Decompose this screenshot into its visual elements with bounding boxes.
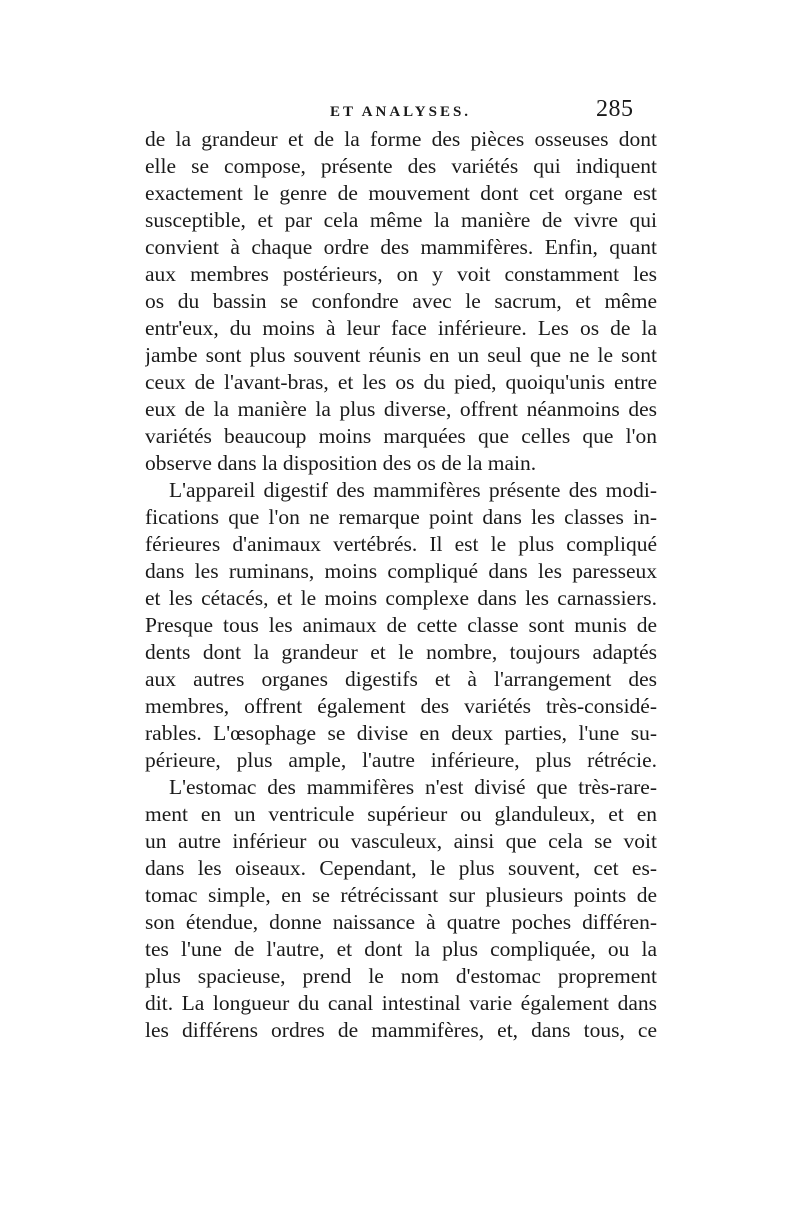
text-line: entr'eux, du moins à leur face inférieure. Les os de la (145, 316, 657, 340)
text-line: fications que l'on ne remarque point dans les classes in- (145, 505, 657, 529)
text-line: dit. La longueur du canal intestinal varie également dans (145, 991, 657, 1015)
text-line: férieures d'animaux vertébrés. Il est le plus compliqué (145, 532, 657, 556)
text-line: dents dont la grandeur et le nombre, toujours adaptés (145, 640, 657, 664)
text-line: Presque tous les animaux de cette classe sont munis de (145, 613, 657, 637)
text-line: tomac simple, en se rétrécissant sur plusieurs points de (145, 883, 657, 907)
text-line: ceux de l'avant-bras, et les os du pied, quoiqu'unis entre (145, 370, 657, 394)
text-line: son étendue, donne naissance à quatre poches différen- (145, 910, 657, 934)
text-line: convient à chaque ordre des mammifères. Enfin, quant (145, 235, 657, 259)
text-line: périeure, plus ample, l'autre inférieure, plus rétrécie. (145, 748, 657, 772)
text-line: plus spacieuse, prend le nom d'estomac proprement (145, 964, 657, 988)
text-line: dans les ruminans, moins compliqué dans les paresseux (145, 559, 657, 583)
text-line: un autre inférieur ou vasculeux, ainsi que cela se voit (145, 829, 657, 853)
running-head: ET ANALYSES. (330, 104, 472, 120)
text-line: tes l'une de l'autre, et dont la plus compliquée, ou la (145, 937, 657, 961)
text-line: ment en un ventricule supérieur ou glanduleux, et en (145, 802, 657, 826)
text-line: et les cétacés, et le moins complexe dans les carnassiers. (145, 586, 657, 610)
text-line: L'estomac des mammifères n'est divisé que très-rare- (169, 775, 657, 799)
text-line: rables. L'œsophage se divise en deux parties, l'une su- (145, 721, 657, 745)
text-line: susceptible, et par cela même la manière de vivre qui (145, 208, 657, 232)
text-line: les différens ordres de mammifères, et, dans tous, ce (145, 1018, 657, 1042)
text-line: L'appareil digestif des mammifères présente des modi- (169, 478, 657, 502)
page-number: 285 (596, 96, 634, 122)
text-line: elle se compose, présente des variétés qui indiquent (145, 154, 657, 178)
text-line: de la grandeur et de la forme des pièces osseuses dont (145, 127, 657, 151)
text-line: jambe sont plus souvent réunis en un seul que ne le sont (145, 343, 657, 367)
text-line: variétés beaucoup moins marquées que celles que l'on (145, 424, 657, 448)
text-line: aux membres postérieurs, on y voit constamment les (145, 262, 657, 286)
text-line: membres, offrent également des variétés très-considé- (145, 694, 657, 718)
text-line: exactement le genre de mouvement dont cet organe est (145, 181, 657, 205)
body-text (145, 126, 657, 1044)
text-line: observe dans la disposition des os de la main. (145, 451, 537, 475)
text-line: aux autres organes digestifs et à l'arrangement des (145, 667, 657, 691)
text-line: dans les oiseaux. Cependant, le plus souvent, cet es- (145, 856, 657, 880)
text-line: eux de la manière la plus diverse, offrent néanmoins des (145, 397, 657, 421)
text-line: os du bassin se confondre avec le sacrum, et même (145, 289, 657, 313)
